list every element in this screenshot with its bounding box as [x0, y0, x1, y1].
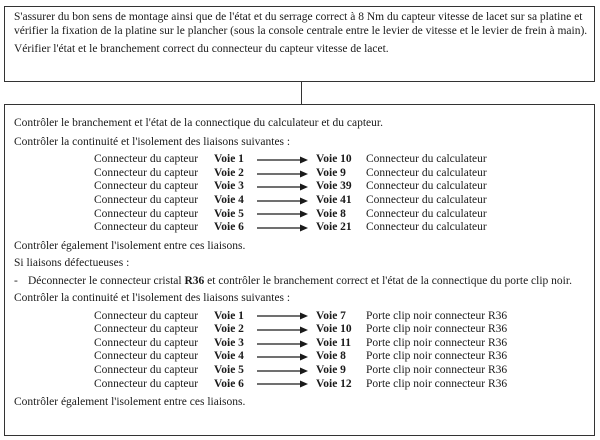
dest-connector: Porte clip noir connecteur R36: [366, 350, 508, 363]
connectique-instruction: Contrôler le branchement et l'état de la connectique du calculateur et du capteur.: [14, 117, 383, 129]
wiring-check-box: [4, 104, 595, 436]
dest-connector: Porte clip noir connecteur R36: [366, 363, 508, 376]
wiring-row: [94, 378, 507, 392]
source-voie: Voie 4: [214, 350, 244, 363]
dest-connector: Connecteur du calculateur: [366, 221, 487, 234]
source-connector: Connecteur du capteur: [94, 221, 199, 234]
dest-connector: Connecteur du calculateur: [366, 180, 487, 193]
dest-voie: Voie 10: [316, 323, 352, 336]
defect-action-item: [14, 275, 588, 287]
wiring-row: [94, 221, 487, 235]
source-voie: Voie 4: [214, 193, 244, 206]
source-connector: Connecteur du capteur: [94, 323, 199, 336]
check-mounting-box: [4, 6, 595, 82]
dest-connector: Connecteur du calculateur: [366, 153, 487, 166]
wiring-row: [94, 323, 507, 337]
dest-voie: Voie 8: [316, 207, 346, 220]
arrow-icon: [256, 350, 316, 364]
arrow-icon: [256, 323, 316, 337]
wiring-row: [94, 310, 507, 324]
dest-connector: Porte clip noir connecteur R36: [366, 309, 508, 322]
wiring-table-porte-clip: [94, 310, 507, 392]
wiring-row: [94, 194, 487, 208]
continuity-heading-1: Contrôler la continuité et l'isolement des liaisons suivantes :: [14, 135, 291, 148]
dest-voie: Voie 11: [316, 336, 352, 349]
arrow-icon: [256, 378, 316, 392]
source-connector: Connecteur du capteur: [94, 180, 199, 193]
arrow-icon: [256, 310, 316, 324]
dest-connector: Porte clip noir connecteur R36: [366, 336, 508, 349]
source-voie: Voie 2: [214, 166, 244, 179]
arrow-icon: [256, 194, 316, 208]
dash-marker: -: [14, 274, 18, 287]
source-voie: Voie 5: [214, 363, 244, 376]
dest-voie: Voie 10: [316, 153, 352, 166]
wiring-row: [94, 153, 487, 167]
source-voie: Voie 5: [214, 207, 244, 220]
connector-ref: R36: [184, 274, 205, 287]
dest-voie: Voie 8: [316, 350, 346, 363]
wiring-row: [94, 208, 487, 222]
dest-voie: Voie 7: [316, 309, 346, 322]
defect-heading: Si liaisons défectueuses :: [14, 257, 130, 270]
wiring-row: [94, 350, 507, 364]
connector-check-instruction: Vérifier l'état et le branchement correct du connecteur du capteur vitesse de lacet.: [14, 43, 389, 56]
dest-connector: Connecteur du calculateur: [366, 193, 487, 206]
dest-connector: Connecteur du calculateur: [366, 207, 487, 220]
wiring-row: [94, 180, 487, 194]
dest-voie: Voie 41: [316, 193, 352, 206]
dest-connector: Porte clip noir connecteur R36: [366, 323, 508, 336]
dest-voie: Voie 12: [316, 377, 352, 390]
source-voie: Voie 6: [214, 221, 244, 234]
source-connector: Connecteur du capteur: [94, 166, 199, 179]
dest-connector: Connecteur du calculateur: [366, 166, 487, 179]
source-voie: Voie 6: [214, 377, 244, 390]
mounting-instruction: S'assurer du bon sens de montage ainsi que de l'état et du serrage correct à 8 Nm du capteur vitesse de lacet sur sa platine et vérifier la fixation de la platine sur le plancher (sous la console centrale entre le levier de vitesse et le levier de frein à main).: [14, 11, 588, 37]
dest-voie: Voie 9: [316, 363, 346, 376]
source-voie: Voie 3: [214, 336, 244, 349]
source-voie: Voie 1: [214, 309, 244, 322]
source-connector: Connecteur du capteur: [94, 350, 199, 363]
dest-voie: Voie 21: [316, 221, 352, 234]
wiring-table-calculateur: [94, 153, 487, 235]
arrow-icon: [256, 208, 316, 222]
source-connector: Connecteur du capteur: [94, 193, 199, 206]
dest-voie: Voie 9: [316, 166, 346, 179]
arrow-icon: [256, 221, 316, 235]
wiring-row: [94, 337, 507, 351]
source-voie: Voie 1: [214, 153, 244, 166]
isolation-note-1: Contrôler également l'isolement entre ces liaisons.: [14, 239, 246, 252]
isolation-note-2: Contrôler également l'isolement entre ces liaisons.: [14, 396, 246, 409]
arrow-icon: [256, 364, 316, 378]
defect-action-text: Déconnecter le connecteur cristal R36 et contrôler le branchement correct et l'état de la connectique du porte clip noir.: [28, 274, 572, 287]
source-connector: Connecteur du capteur: [94, 309, 199, 322]
arrow-icon: [256, 337, 316, 351]
source-connector: Connecteur du capteur: [94, 336, 199, 349]
source-voie: Voie 3: [214, 180, 244, 193]
source-connector: Connecteur du capteur: [94, 363, 199, 376]
source-connector: Connecteur du capteur: [94, 153, 199, 166]
arrow-icon: [256, 167, 316, 181]
wiring-row: [94, 364, 507, 378]
continuity-heading-2: Contrôler la continuité et l'isolement des liaisons suivantes :: [14, 291, 291, 304]
wiring-row: [94, 167, 487, 181]
flow-connector-line: [301, 82, 302, 104]
dest-voie: Voie 39: [316, 180, 352, 193]
dest-connector: Porte clip noir connecteur R36: [366, 377, 508, 390]
source-voie: Voie 2: [214, 323, 244, 336]
arrow-icon: [256, 153, 316, 167]
source-connector: Connecteur du capteur: [94, 207, 199, 220]
source-connector: Connecteur du capteur: [94, 377, 199, 390]
arrow-icon: [256, 180, 316, 194]
